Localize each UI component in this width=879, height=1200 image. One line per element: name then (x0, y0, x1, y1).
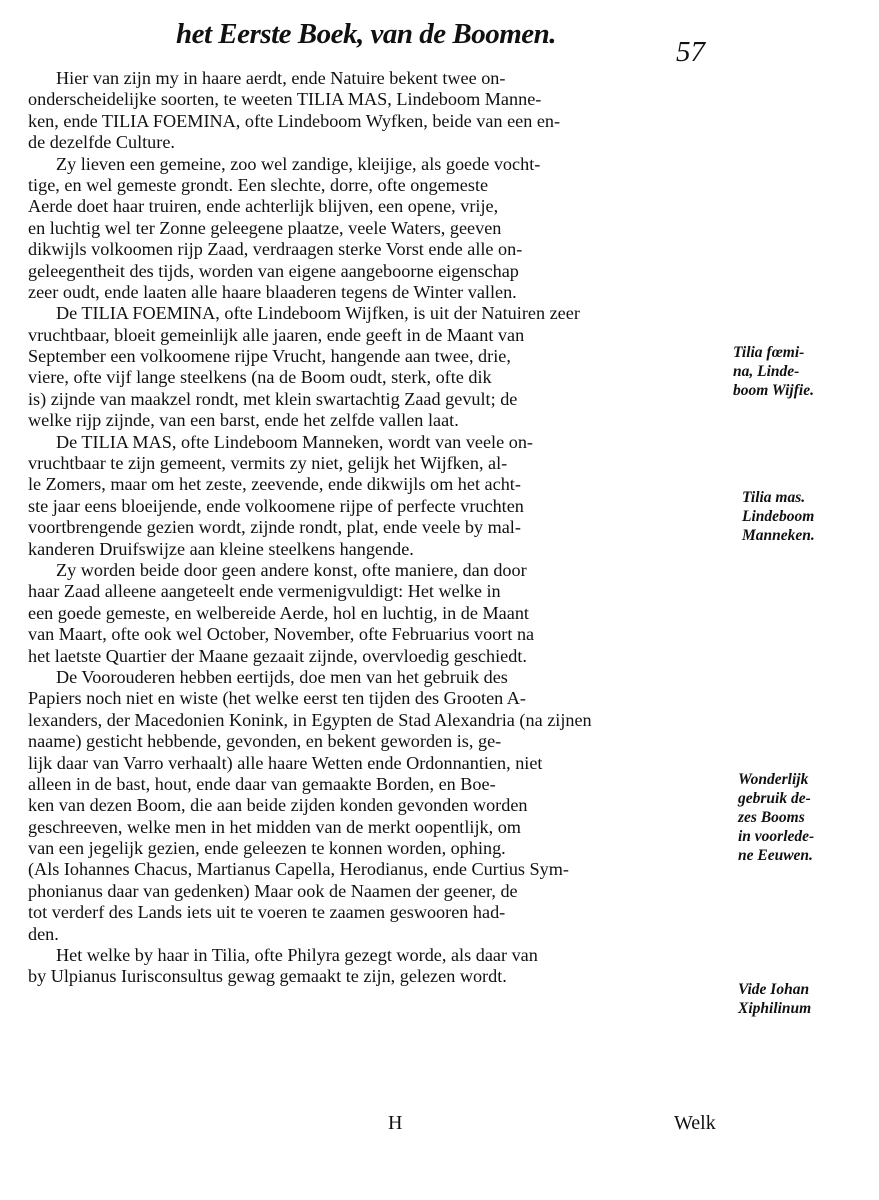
text-line: alleen in de bast, hout, ende daar van gemaakte Borden, en Boe- (28, 773, 496, 794)
text-line: phonianus daar van gedenken) Maar ook de Naamen der geener, de (28, 880, 518, 901)
paragraph (28, 945, 728, 988)
text-line: (Als Iohannes Chacus, Martianus Capella, Herodianus, ende Curtius Sym- (28, 859, 569, 880)
margin-note-line: boom Wijfie. (733, 382, 814, 399)
text-line: van een jegelijk gezien, ende geleezen te konnen worden, ophing. (28, 838, 506, 859)
text-line: vruchtbaar te zijn gemeent, vermits zy niet, gelijk het Wijfken, al- (28, 453, 508, 474)
text-line: zeer oudt, ende laaten alle haare blaaderen tegens de Winter vallen. (28, 281, 517, 302)
text-line: lexanders, der Macedonien Konink, in Egypten de Stad Alexandria (na zijnen (28, 709, 592, 730)
text-line: September een volkoomene rijpe Vrucht, hangende aan twee, drie, (28, 346, 511, 367)
text-line: tige, en wel gemeste grondt. Een slechte, dorre, ofte ongemeste (28, 174, 489, 195)
text-line: kanderen Druifswijze aan kleine steelkens hangende. (28, 538, 414, 559)
margin-note-line: Wonderlijk (738, 771, 809, 788)
text-line: by Ulpianus Iurisconsultus gewag gemaakt te zijn, gelezen wordt. (28, 966, 507, 987)
text-line: Zy worden beide door geen andere konst, ofte maniere, dan door (56, 559, 527, 580)
text-line: Het welke by haar in Tilia, ofte Philyra gezegt worde, als daar van (56, 945, 538, 966)
text-line: ste jaar eens bloeijende, ende volkoomene rijpe of perfecte vruchten (28, 495, 524, 516)
text-line: is) zijnde van maakzel rondt, met klein swartachtig Zaad gevult; de (28, 388, 518, 409)
text-line: ken, ende TILIA FOEMINA, ofte Lindeboom Wyfken, beide van een en- (28, 110, 561, 131)
text-line: lijk daar van Varro verhaalt) alle haare Wetten ende Ordonnantien, niet (28, 752, 543, 773)
text-line: Zy lieven een gemeine, zoo wel zandige, kleijige, als goede vocht- (56, 153, 541, 174)
text-line: geschreeven, welke men in het midden van de merkt oopentlijk, om (28, 816, 521, 837)
margin-note-line: Tilia mas. (742, 489, 806, 506)
margin-note-line: Vide Iohan (738, 981, 810, 998)
paragraph (28, 667, 728, 945)
text-line: De Voorouderen hebben eertijds, doe men van het gebruik des (56, 666, 508, 687)
margin-note (742, 488, 879, 545)
paragraph (28, 432, 728, 560)
text-line: een goede gemeste, en welbereide Aerde, hol en luchtig, in de Maant (28, 602, 529, 623)
text-line: Aerde doet haar truiren, ende achterlijk blijven, een opene, vrije, (28, 196, 499, 217)
text-line: De TILIA MAS, ofte Lindeboom Manneken, wordt van veele on- (56, 431, 533, 452)
text-line: Hier van zijn my in haare aerdt, ende Natuire bekent twee on- (56, 68, 506, 88)
text-line: le Zomers, maar om het zeste, zeevende, ende dikwijls om het acht- (28, 474, 521, 495)
paragraph (28, 154, 728, 304)
margin-note-line: in voorlede- (738, 828, 815, 845)
margin-note (738, 770, 878, 865)
margin-note (733, 343, 873, 400)
paragraph (28, 560, 728, 667)
running-head: het Eerste Boek, van de Boomen. (176, 18, 557, 50)
text-line: tot verderf des Lands iets uit te voeren te zaamen geswooren had- (28, 902, 506, 923)
text-line: van Maart, ofte ook wel October, November, ofte Februarius voort na (28, 624, 535, 645)
margin-note-line: ne Eeuwen. (738, 847, 813, 864)
text-line: het laetste Quartier der Maane gezaait zijnde, overvloedig geschiedt. (28, 645, 527, 666)
text-line: dikwijls volkoomen rijp Zaad, verdraagen sterke Vorst ende alle on- (28, 239, 523, 260)
text-line: De TILIA FOEMINA, ofte Lindeboom Wijfken, is uit der Natuiren zeer (56, 303, 580, 324)
text-line: den. (28, 923, 59, 944)
text-line: geleegentheit des tijds, worden van eigene aangeboorne eigenschap (28, 260, 519, 281)
paragraph (28, 303, 728, 431)
margin-note-line: na, Linde- (733, 363, 800, 380)
text-line: vruchtbaar, bloeit gemeinlijk alle jaaren, ende geeft in de Maant van (28, 324, 525, 345)
margin-note-line: zes Booms (738, 809, 805, 826)
text-line: en luchtig wel ter Zonne geleegene plaatze, veele Waters, geeven (28, 217, 502, 238)
margin-note-line: Lindeboom (742, 508, 815, 525)
text-line: haar Zaad alleene aangeteelt ende vermenigvuldigt: Het welke in (28, 581, 501, 602)
text-line: de dezelfde Culture. (28, 132, 175, 153)
paragraph (28, 68, 728, 154)
text-line: onderscheidelijke soorten, te weeten TILIA MAS, Lindeboom Manne- (28, 89, 542, 110)
margin-note-line: Xiphilinum (738, 1000, 812, 1017)
margin-note-line: gebruik de- (738, 790, 811, 807)
text-line: naame) gesticht hebbende, gevonden, en bekent geworden is, ge- (28, 731, 502, 752)
text-line: voortbrengende gezien wordt, zijnde rondt, plat, ende veele by mal- (28, 517, 521, 538)
text-line: welke rijp zijnde, van een barst, ende het zelfde vallen laat. (28, 410, 459, 431)
margin-note-line: Tilia fœmi- (733, 344, 805, 361)
margin-note-line: Manneken. (742, 527, 815, 544)
page-number: 57 (676, 36, 705, 68)
signature-mark: H (388, 1112, 403, 1134)
body-text (28, 68, 728, 988)
text-line: ken van dezen Boom, die aan beide zijden konden gevonden worden (28, 795, 528, 816)
catchword: Welk (674, 1112, 716, 1134)
text-line: viere, ofte vijf lange steelkens (na de Boom oudt, sterk, ofte dik (28, 367, 492, 388)
text-line: Papiers noch niet en wiste (het welke eerst ten tijden des Grooten A- (28, 688, 526, 709)
margin-note (738, 980, 878, 1018)
